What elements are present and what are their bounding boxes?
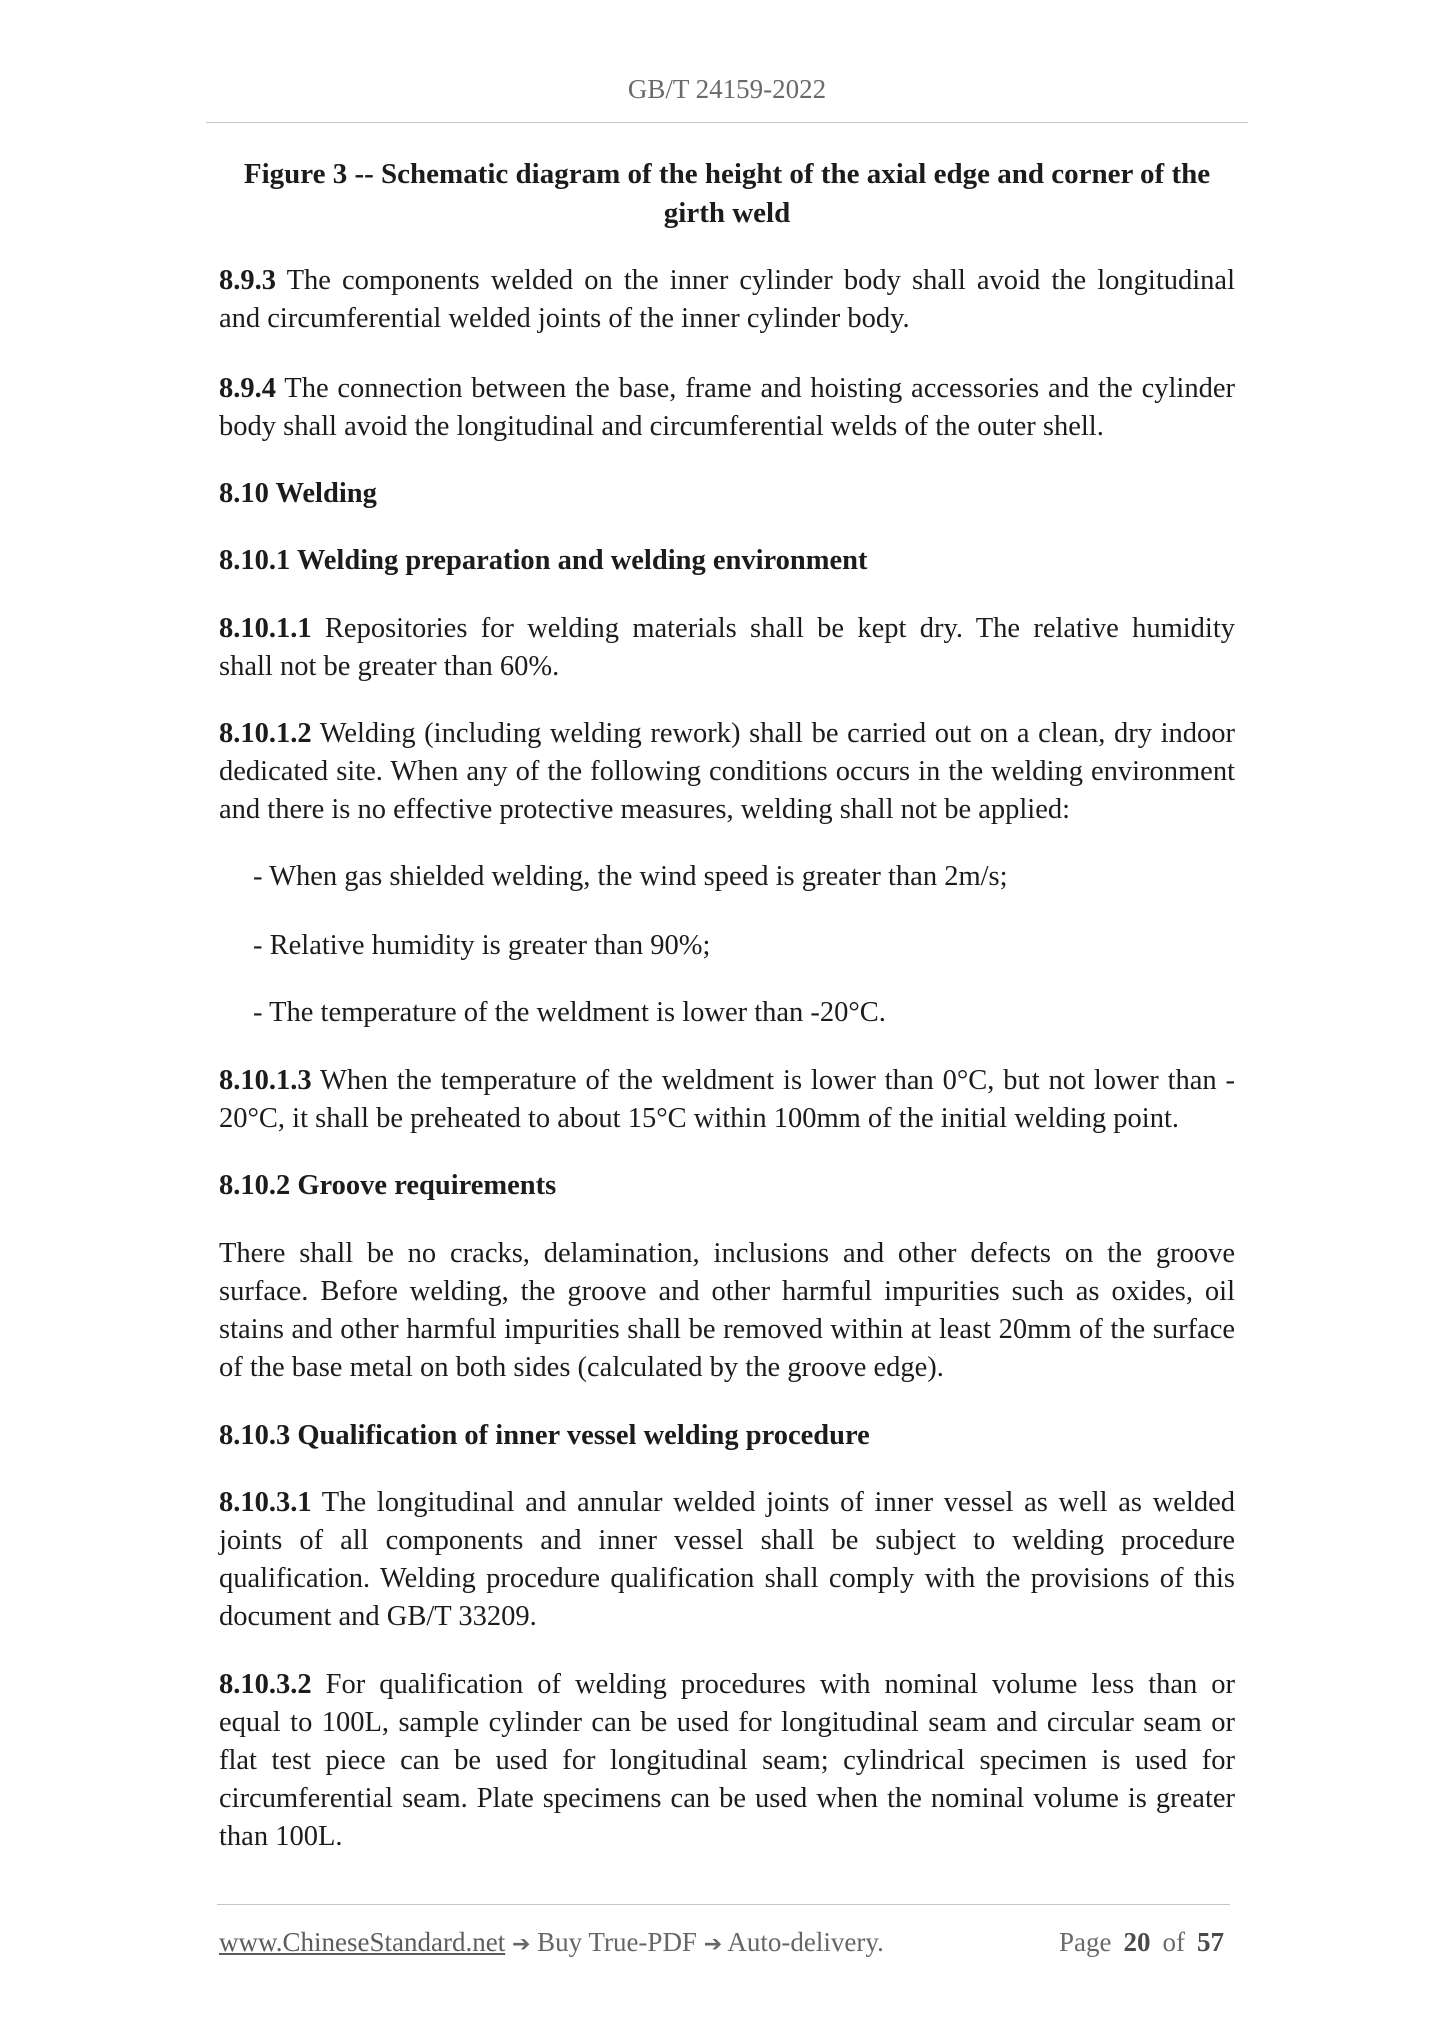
clause-line <box>219 1484 1235 1522</box>
clause-line: and there is no effective protective measures, welding shall not be applied: <box>219 794 1071 825</box>
figure-caption-line: Figure 3 -- Schematic diagram of the height of the axial edge and corner of the <box>243 158 1211 190</box>
clause-line: equal to 100L, sample cylinder can be used for longitudinal seam and circular seam or <box>219 1707 1235 1738</box>
clause-number: 8.10.1.2 <box>219 718 312 749</box>
footer-site-link[interactable]: www.ChineseStandard.net <box>219 1927 506 1957</box>
clause-number: 8.10.3.2 <box>219 1669 312 1700</box>
clause-line: circumferential seam. Plate specimens can be used when the nominal volume is greater <box>219 1783 1235 1814</box>
heading-8-10-3: 8.10.3 Qualification of inner vessel welding procedure <box>219 1420 870 1451</box>
clause-line: 20°C, it shall be preheated to about 15°C within 100mm of the initial welding point. <box>219 1103 1179 1134</box>
clause-line: flat test piece can be used for longitudinal seam; cylindrical specimen is used for <box>219 1745 1235 1776</box>
figure-caption <box>219 155 1235 233</box>
page-label: Page <box>1059 1927 1112 1957</box>
clause-8-10-1-1 <box>219 610 1235 686</box>
arrow-right-icon: ➔ <box>511 1932 531 1957</box>
list-item: - Relative humidity is greater than 90%; <box>253 930 711 961</box>
clause-line: stains and other harmful impurities shall be removed within at least 20mm of the surface <box>219 1314 1235 1345</box>
clause-line: shall not be greater than 60%. <box>219 651 560 682</box>
clause-text: The longitudinal and annular welded joints of inner vessel as well as welded <box>321 1487 1235 1518</box>
page-header-doc-id: GB/T 24159-2022 <box>627 74 827 104</box>
clause-text: Repositories for welding materials shall be kept dry. The relative humidity <box>324 613 1236 644</box>
clause-line <box>219 610 1235 648</box>
footer-rule <box>217 1904 1230 1905</box>
clause-number: 8.9.4 <box>219 373 276 404</box>
list-item: - When gas shielded welding, the wind speed is greater than 2m/s; <box>253 861 1008 892</box>
page-of-label: of <box>1162 1927 1185 1957</box>
clause-line: joints of all components and inner vessel shall be subject to welding procedure <box>219 1525 1235 1556</box>
clause-line <box>219 715 1235 753</box>
clause-8-10-3-2 <box>219 1666 1235 1856</box>
clause-number: 8.9.3 <box>219 265 276 296</box>
footer-buy-text: Buy True-PDF <box>537 1927 697 1957</box>
clause-text: For qualification of welding procedures with nominal volume less than or <box>325 1669 1236 1700</box>
clause-line: There shall be no cracks, delamination, inclusions and other defects on the groove <box>219 1238 1235 1269</box>
clause-text: The components welded on the inner cylinder body shall avoid the longitudinal <box>286 265 1235 296</box>
clause-line <box>219 370 1235 408</box>
clause-text: Welding (including welding rework) shall be carried out on a clean, dry indoor <box>319 718 1235 749</box>
page-total: 57 <box>1197 1927 1224 1957</box>
clause-line: dedicated site. When any of the following conditions occurs in the welding environment <box>219 756 1235 787</box>
header-rule <box>206 122 1248 123</box>
heading-8-10: 8.10 Welding <box>219 478 377 509</box>
clause-8-9-4 <box>219 370 1235 446</box>
clause-number: 8.10.1.3 <box>219 1065 312 1096</box>
clause-line: and circumferential welded joints of the inner cylinder body. <box>219 303 910 334</box>
page-indicator <box>1059 1926 1224 1958</box>
clause-text: The connection between the base, frame and hoisting accessories and the cylinder <box>284 373 1235 404</box>
page-current: 20 <box>1123 1927 1151 1957</box>
clause-line: body shall avoid the longitudinal and circumferential welds of the outer shell. <box>219 411 1104 442</box>
clause-line: qualification. Welding procedure qualification shall comply with the provisions of this <box>219 1563 1235 1594</box>
clause-8-10-1-3 <box>219 1062 1235 1138</box>
figure-caption-line: girth weld <box>663 197 791 229</box>
footer-promo <box>219 1926 884 1961</box>
clause-line <box>219 262 1235 300</box>
clause-number: 8.10.3.1 <box>219 1487 312 1518</box>
heading-8-10-1: 8.10.1 Welding preparation and welding environment <box>219 545 868 576</box>
arrow-right-icon: ➔ <box>703 1932 723 1957</box>
clause-8-9-3 <box>219 262 1235 338</box>
clause-line: surface. Before welding, the groove and other harmful impurities such as oxides, oil <box>219 1276 1235 1307</box>
heading-8-10-2: 8.10.2 Groove requirements <box>219 1170 557 1201</box>
list-item: - The temperature of the weldment is lower than -20°C. <box>253 997 886 1028</box>
clause-text: When the temperature of the weldment is lower than 0°C, but not lower than - <box>319 1065 1235 1096</box>
footer-delivery-text: Auto-delivery. <box>727 1927 884 1957</box>
clause-line <box>219 1666 1235 1704</box>
clause-line: document and GB/T 33209. <box>219 1601 537 1632</box>
groove-requirements-text <box>219 1235 1235 1387</box>
clause-8-10-3-1 <box>219 1484 1235 1636</box>
clause-line: than 100L. <box>219 1821 343 1852</box>
clause-8-10-1-2 <box>219 715 1235 829</box>
clause-line: of the base metal on both sides (calculated by the groove edge). <box>219 1352 944 1383</box>
clause-line <box>219 1062 1235 1100</box>
clause-number: 8.10.1.1 <box>219 613 312 644</box>
